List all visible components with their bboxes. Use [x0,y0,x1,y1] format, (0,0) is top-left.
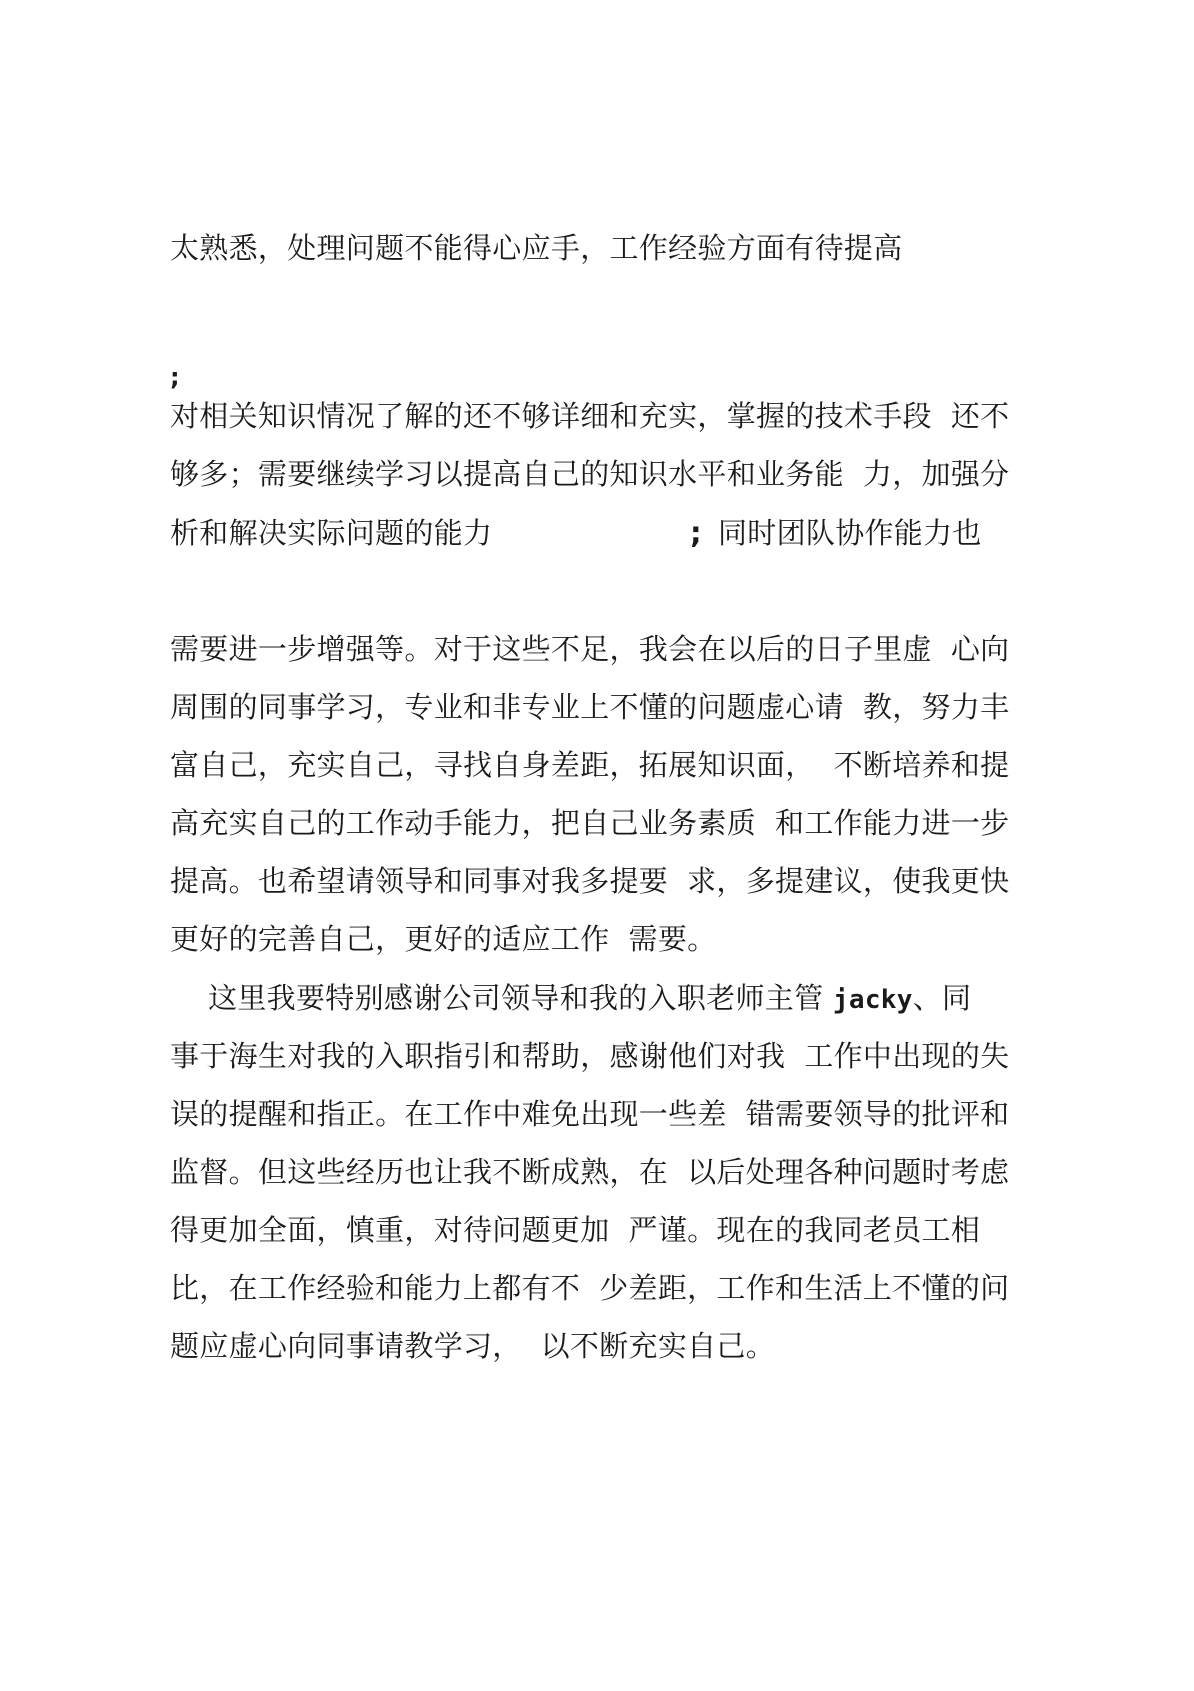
text-line-13: 误的提醒和指正。在工作中难免出现一些差 错需要领导的批评和 [170,1097,1010,1131]
text-line-11-tail: 、同 [912,981,972,1015]
text-line-4-semicolon: ; [690,516,702,550]
text-line-11 [170,978,971,1018]
text-line-17: 题应虚心向同事请教学习， 以不断充实自己。 [170,1329,776,1363]
text-line-5: 需要进一步增强等。对于这些不足，我会在以后的日子里虚 心向 [170,632,1010,666]
text-line-4-tail: 同时团队协作能力也 [718,516,982,550]
text-line-7: 富自己，充实自己，寻找自身差距，拓展知识面， 不断培养和提 [170,748,1010,782]
text-line-15: 得更加全面，慎重，对待问题更加 严谨。现在的我同老员工相 [170,1213,981,1247]
name-jacky: jacky [832,985,913,1015]
text-line-9: 提高。也希望请领导和同事对我多提要 求，多提建议，使我更快 [170,864,1010,898]
text-line-16: 比，在工作经验和能力上都有不 少差距，工作和生活上不懂的问 [170,1271,1010,1305]
text-line-2: 对相关知识情况了解的还不够详细和充实，掌握的技术手段 还不 [170,399,1010,433]
text-line-8: 高充实自己的工作动手能力，把自己业务素质 和工作能力进一步 [170,806,1010,840]
text-line-11-head: 这里我要特别感谢公司领导和我的入职老师主管 [170,981,833,1015]
text-line-3: 够多；需要继续学习以提高自己的知识水平和业务能 力，加强分 [170,457,1010,491]
text-line-1: 太熟悉，处理问题不能得心应手，工作经验方面有待提高 [170,231,903,265]
text-line-4-head: 析和解决实际问题的能力 [170,516,493,550]
text-line-14: 监督。但这些经历也让我不断成熟，在 以后处理各种问题时考虑 [170,1155,1010,1189]
stray-semicolon: ; [170,363,180,391]
text-line-12: 事于海生对我的入职指引和帮助，感谢他们对我 工作中出现的失 [170,1039,1010,1073]
text-line-10: 更好的完善自己，更好的适应工作 需要。 [170,922,717,956]
text-line-6: 周围的同事学习，专业和非专业上不懂的问题虚心请 教，努力丰 [170,690,1010,724]
